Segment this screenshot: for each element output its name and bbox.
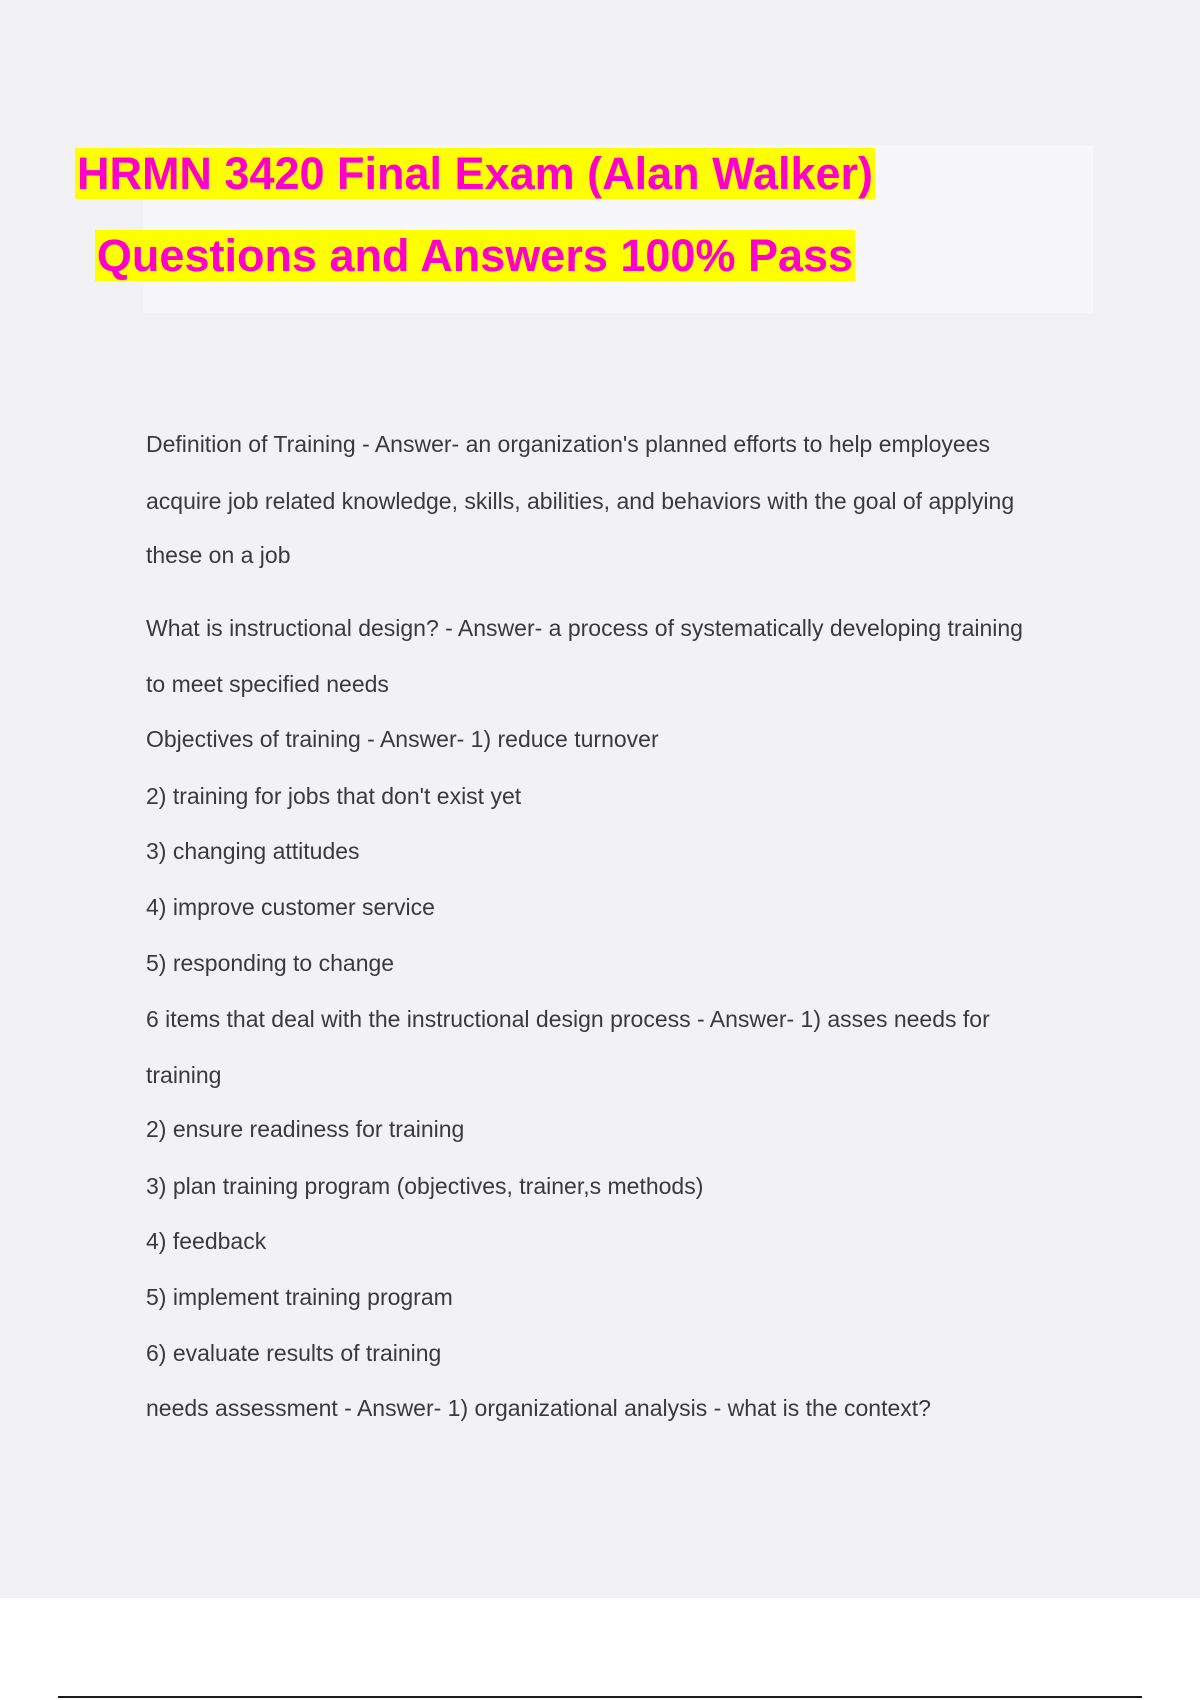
body-line: 4) feedback: [146, 1228, 267, 1254]
body-line: What is instructional design? - Answer- a process of systematically developing training: [146, 615, 1023, 641]
document-title-line-2: [0, 228, 950, 284]
body-line: 2) training for jobs that don't exist yet: [146, 783, 522, 809]
body-line: 6) evaluate results of training: [146, 1340, 442, 1366]
body-line: 6 items that deal with the instructional design process - Answer- 1) asses needs for: [146, 1006, 990, 1032]
body-line: 4) improve customer service: [146, 894, 435, 920]
body-line: these on a job: [146, 542, 291, 568]
body-line: to meet specified needs: [146, 671, 389, 697]
body-line: 3) plan training program (objectives, trainer,s methods): [146, 1173, 704, 1199]
document-title-line-1: [0, 146, 950, 202]
body-line: 2) ensure readiness for training: [146, 1116, 465, 1142]
body-line: Objectives of training - Answer- 1) reduce turnover: [146, 726, 659, 752]
body-line: 5) implement training program: [146, 1284, 453, 1310]
body-line: acquire job related knowledge, skills, abilities, and behaviors with the goal of applying: [146, 488, 1015, 514]
footer-divider: [58, 1696, 1142, 1698]
body-line: needs assessment - Answer- 1) organizational analysis - what is the context?: [146, 1395, 931, 1421]
body-line: 5) responding to change: [146, 950, 395, 976]
title-highlight-1: HRMN 3420 Final Exam (Alan Walker): [76, 148, 874, 199]
title-highlight-2: Questions and Answers 100% Pass: [96, 230, 854, 281]
body-line: 3) changing attitudes: [146, 838, 360, 864]
body-line: Definition of Training - Answer- an organization's planned efforts to help employees: [146, 431, 990, 457]
body-line: training: [146, 1062, 222, 1088]
